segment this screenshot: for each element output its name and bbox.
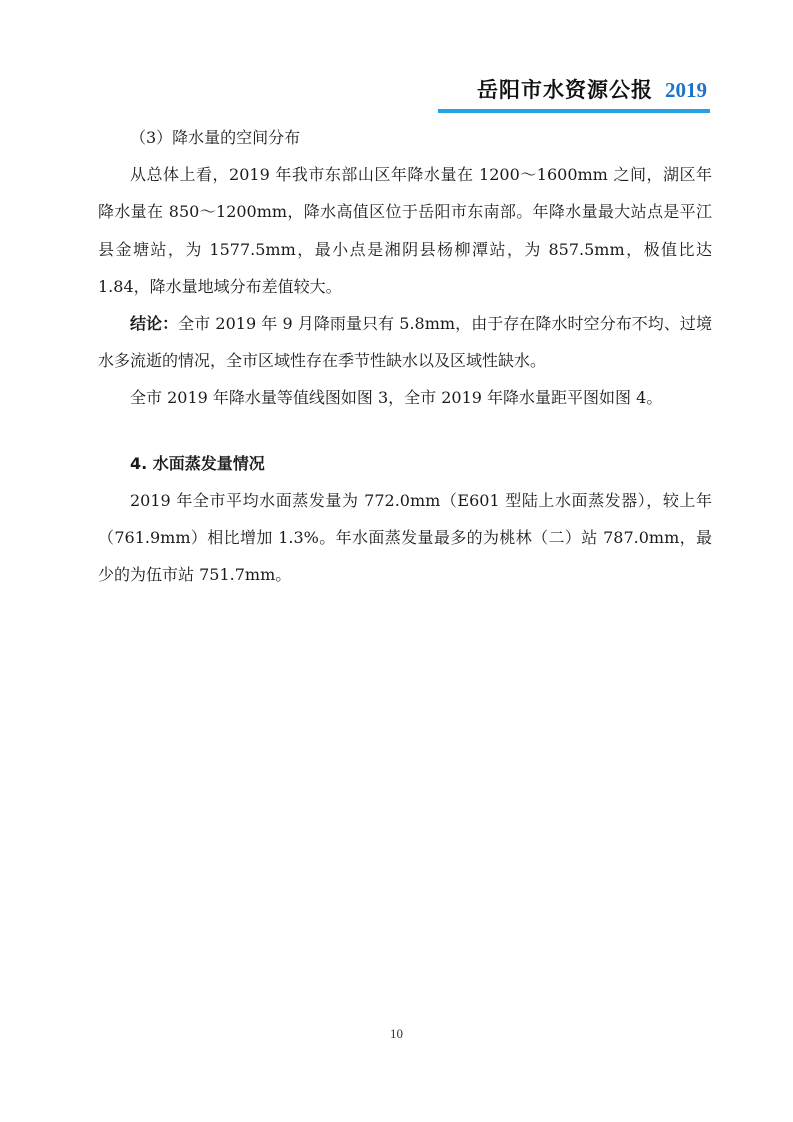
page-number: 10 bbox=[390, 1026, 403, 1041]
header-divider bbox=[438, 109, 710, 113]
conclusion-paragraph bbox=[98, 305, 712, 379]
spatial-distribution-subheading: （3）降水量的空间分布 bbox=[130, 128, 301, 147]
conclusion-label: 结论： bbox=[130, 314, 179, 334]
report-title: 岳阳市水资源公报 bbox=[477, 78, 653, 102]
page-body bbox=[98, 119, 712, 593]
figures-note: 全市 2019 年降水量等值线图如图 3，全市 2019 年降水量距平图如图 4。 bbox=[130, 388, 663, 408]
evaporation-paragraph: 2019 年全市平均水面蒸发量为 772.0mm（E601 型陆上水面蒸发器），较上年（761.9mm）相比增加 1.3%。年水面蒸发量最多的为桃林（二）站 787.0mm，最少的为伍市站 751.7mm。 bbox=[98, 490, 712, 585]
conclusion-text: 全市 2019 年 9 月降雨量只有 5.8mm，由于存在降水时空分布不均、过境水多流逝的情况，全市区域性存在季节性缺水以及区域性缺水。 bbox=[98, 314, 712, 371]
evaporation-heading: 4. 水面蒸发量情况 bbox=[130, 453, 265, 473]
page-header bbox=[0, 74, 707, 110]
report-year: 2019 bbox=[665, 78, 707, 102]
spatial-distribution-paragraph: 从总体上看，2019 年我市东部山区年降水量在 1200～1600mm 之间，湖区年降水量在 850～1200mm，降水高值区位于岳阳市东南部。年降水量最大站点是平江县金塘站，为 1577.5mm，最小点是湘阴县杨柳潭站，为 857.5mm，极值比达 1.84，降水量地域分布差值较大。 bbox=[98, 165, 712, 296]
